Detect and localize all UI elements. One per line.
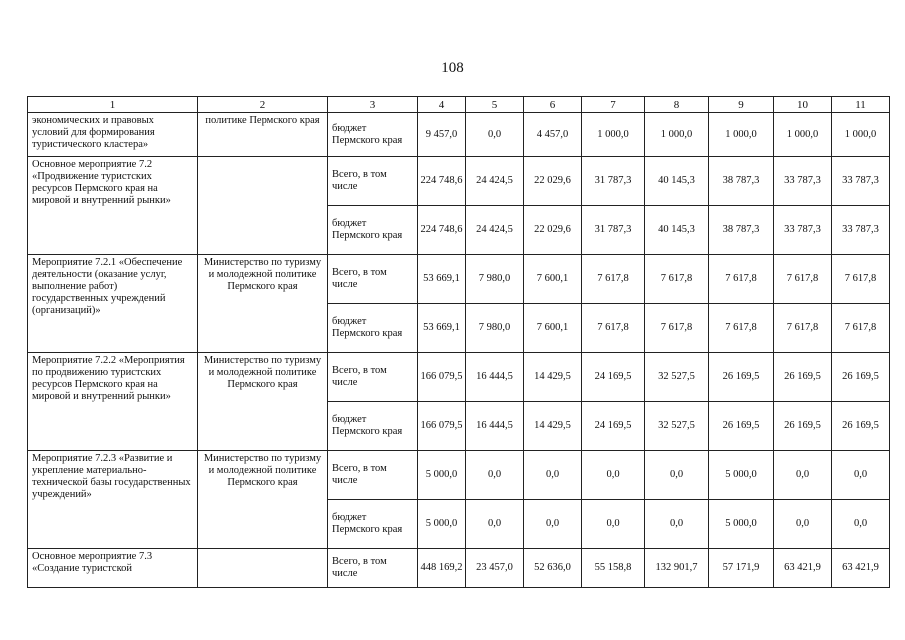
funding-source-cell: Всего, в том числе (328, 255, 418, 304)
column-header: 4 (418, 97, 466, 113)
amount-cell: 1 000,0 (645, 113, 709, 157)
responsible-cell: политике Пермского края (198, 113, 328, 157)
funding-source-cell: Всего, в том числе (328, 353, 418, 402)
table-row (28, 451, 890, 500)
table-row (28, 255, 890, 304)
funding-source-cell: бюджет Пермского края (328, 500, 418, 549)
amount-cell: 33 787,3 (774, 206, 832, 255)
amount-cell: 7 980,0 (466, 304, 524, 353)
amount-cell: 33 787,3 (832, 157, 890, 206)
table-row (28, 157, 890, 206)
activity-name-cell: Мероприятие 7.2.1 «Обеспечение деятельности (оказание услуг, выполнение работ) государственных учреждений (организаций)» (28, 255, 198, 353)
amount-cell: 7 617,8 (832, 255, 890, 304)
responsible-cell: Министерство по туризму и молодежной политике Пермского края (198, 353, 328, 451)
amount-cell: 7 617,8 (582, 304, 645, 353)
amount-cell: 448 169,2 (418, 549, 466, 588)
column-header: 1 (28, 97, 198, 113)
amount-cell: 7 617,8 (774, 255, 832, 304)
table-body (28, 97, 890, 588)
funding-source-cell: бюджет Пермского края (328, 113, 418, 157)
amount-cell: 7 600,1 (524, 304, 582, 353)
amount-cell: 7 617,8 (709, 304, 774, 353)
amount-cell: 4 457,0 (524, 113, 582, 157)
column-header: 6 (524, 97, 582, 113)
amount-cell: 24 424,5 (466, 157, 524, 206)
amount-cell: 63 421,9 (774, 549, 832, 588)
amount-cell: 0,0 (645, 500, 709, 549)
amount-cell: 9 457,0 (418, 113, 466, 157)
amount-cell: 224 748,6 (418, 206, 466, 255)
amount-cell: 0,0 (466, 500, 524, 549)
amount-cell: 0,0 (774, 451, 832, 500)
table-row (28, 549, 890, 588)
budget-table (27, 96, 890, 588)
amount-cell: 5 000,0 (709, 500, 774, 549)
column-header: 2 (198, 97, 328, 113)
amount-cell: 32 527,5 (645, 402, 709, 451)
column-header: 8 (645, 97, 709, 113)
column-header: 10 (774, 97, 832, 113)
amount-cell: 53 669,1 (418, 255, 466, 304)
amount-cell: 16 444,5 (466, 402, 524, 451)
amount-cell: 31 787,3 (582, 206, 645, 255)
activity-name-cell: Основное мероприятие 7.2 «Продвижение туристских ресурсов Пермского края на мировой и внутренний рынки» (28, 157, 198, 255)
funding-source-cell: Всего, в том числе (328, 157, 418, 206)
amount-cell: 24 169,5 (582, 353, 645, 402)
table-row (28, 113, 890, 157)
funding-source-cell: бюджет Пермского края (328, 402, 418, 451)
amount-cell: 63 421,9 (832, 549, 890, 588)
amount-cell: 38 787,3 (709, 206, 774, 255)
column-header: 5 (466, 97, 524, 113)
amount-cell: 7 617,8 (774, 304, 832, 353)
amount-cell: 7 617,8 (709, 255, 774, 304)
amount-cell: 7 617,8 (645, 255, 709, 304)
column-header: 11 (832, 97, 890, 113)
funding-source-cell: бюджет Пермского края (328, 304, 418, 353)
amount-cell: 55 158,8 (582, 549, 645, 588)
amount-cell: 1 000,0 (774, 113, 832, 157)
amount-cell: 16 444,5 (466, 353, 524, 402)
amount-cell: 33 787,3 (774, 157, 832, 206)
amount-cell: 5 000,0 (418, 500, 466, 549)
responsible-cell (198, 549, 328, 588)
amount-cell: 53 669,1 (418, 304, 466, 353)
amount-cell: 0,0 (645, 451, 709, 500)
amount-cell: 40 145,3 (645, 206, 709, 255)
amount-cell: 0,0 (582, 500, 645, 549)
amount-cell: 22 029,6 (524, 206, 582, 255)
amount-cell: 1 000,0 (582, 113, 645, 157)
activity-name-cell: Основное мероприятие 7.3 «Создание туристской (28, 549, 198, 588)
amount-cell: 26 169,5 (774, 353, 832, 402)
amount-cell: 52 636,0 (524, 549, 582, 588)
amount-cell: 0,0 (466, 451, 524, 500)
amount-cell: 26 169,5 (832, 402, 890, 451)
amount-cell: 14 429,5 (524, 353, 582, 402)
amount-cell: 31 787,3 (582, 157, 645, 206)
funding-source-cell: Всего, в том числе (328, 451, 418, 500)
amount-cell: 40 145,3 (645, 157, 709, 206)
amount-cell: 7 617,8 (582, 255, 645, 304)
amount-cell: 26 169,5 (832, 353, 890, 402)
amount-cell: 0,0 (524, 500, 582, 549)
amount-cell: 22 029,6 (524, 157, 582, 206)
amount-cell: 23 457,0 (466, 549, 524, 588)
amount-cell: 7 617,8 (832, 304, 890, 353)
amount-cell: 24 424,5 (466, 206, 524, 255)
amount-cell: 166 079,5 (418, 402, 466, 451)
amount-cell: 38 787,3 (709, 157, 774, 206)
column-header: 3 (328, 97, 418, 113)
activity-name-cell: Мероприятие 7.2.3 «Развитие и укрепление материально-технической базы государственных учреждений» (28, 451, 198, 549)
amount-cell: 0,0 (466, 113, 524, 157)
page-number: 108 (441, 60, 464, 76)
amount-cell: 1 000,0 (709, 113, 774, 157)
amount-cell: 132 901,7 (645, 549, 709, 588)
amount-cell: 5 000,0 (709, 451, 774, 500)
amount-cell: 5 000,0 (418, 451, 466, 500)
amount-cell: 0,0 (774, 500, 832, 549)
responsible-cell (198, 157, 328, 255)
amount-cell: 33 787,3 (832, 206, 890, 255)
amount-cell: 14 429,5 (524, 402, 582, 451)
amount-cell: 1 000,0 (832, 113, 890, 157)
amount-cell: 26 169,5 (709, 402, 774, 451)
responsible-cell: Министерство по туризму и молодежной политике Пермского края (198, 255, 328, 353)
amount-cell: 7 600,1 (524, 255, 582, 304)
responsible-cell: Министерство по туризму и молодежной политике Пермского края (198, 451, 328, 549)
amount-cell: 7 980,0 (466, 255, 524, 304)
column-header: 9 (709, 97, 774, 113)
table-header-row (28, 97, 890, 113)
amount-cell: 0,0 (832, 451, 890, 500)
amount-cell: 7 617,8 (645, 304, 709, 353)
funding-source-cell: бюджет Пермского края (328, 206, 418, 255)
amount-cell: 166 079,5 (418, 353, 466, 402)
amount-cell: 32 527,5 (645, 353, 709, 402)
amount-cell: 26 169,5 (774, 402, 832, 451)
amount-cell: 0,0 (832, 500, 890, 549)
amount-cell: 224 748,6 (418, 157, 466, 206)
funding-source-cell: Всего, в том числе (328, 549, 418, 588)
column-header: 7 (582, 97, 645, 113)
activity-name-cell: Мероприятие 7.2.2 «Мероприятия по продвижению туристских ресурсов Пермского края на мировой и внутренний рынки» (28, 353, 198, 451)
activity-name-cell: экономических и правовых условий для формирования туристического кластера» (28, 113, 198, 157)
amount-cell: 0,0 (524, 451, 582, 500)
amount-cell: 24 169,5 (582, 402, 645, 451)
amount-cell: 0,0 (582, 451, 645, 500)
amount-cell: 26 169,5 (709, 353, 774, 402)
table-row (28, 353, 890, 402)
amount-cell: 57 171,9 (709, 549, 774, 588)
